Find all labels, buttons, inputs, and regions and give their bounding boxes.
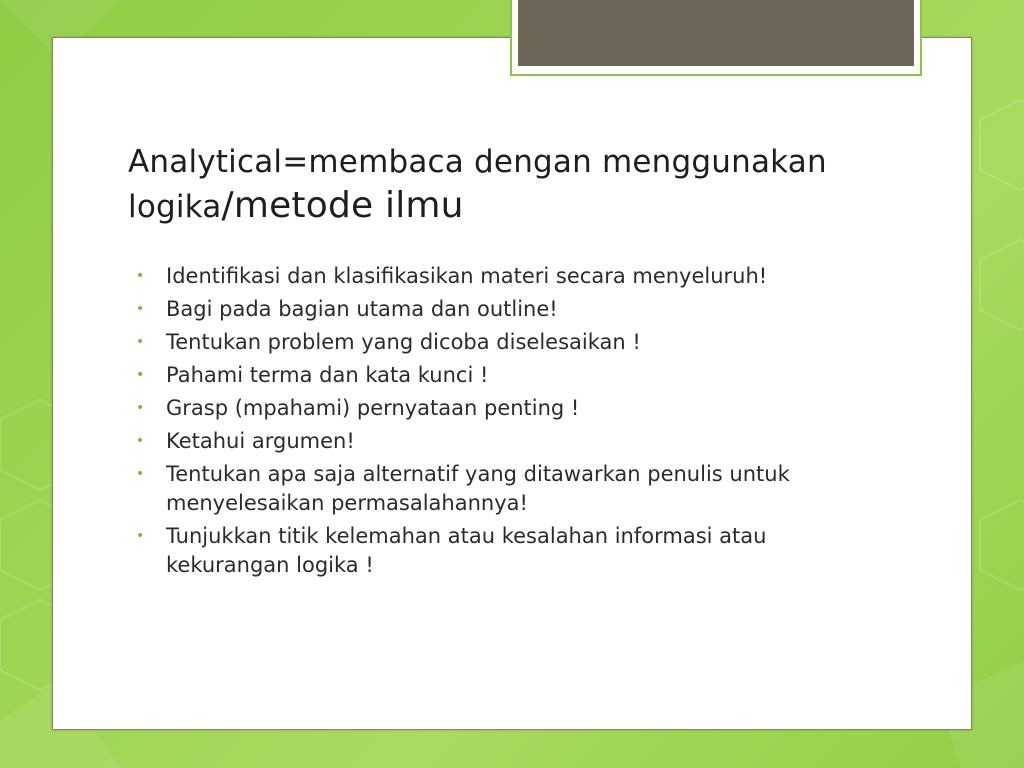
list-item [128, 522, 888, 580]
slide-title [128, 140, 948, 229]
list-item-text: Bagi pada bagian utama dan outline! [166, 297, 558, 321]
bullet-dot-icon: • [136, 400, 145, 416]
bullet-dot-icon: • [136, 334, 145, 350]
slide-title-main: Analytical=membaca dengan menggunakan logika [128, 144, 827, 225]
bullet-dot-icon: • [136, 528, 145, 544]
list-item-text: Ketahui argumen! [166, 429, 355, 453]
list-item [128, 295, 888, 324]
list-item-text: Identifikasi dan klasifikasikan materi secara menyeluruh! [166, 264, 768, 288]
list-item-text: Pahami terma dan kata kunci ! [166, 363, 489, 387]
list-item [128, 328, 888, 357]
bullet-dot-icon: • [136, 433, 145, 449]
bullet-dot-icon: • [136, 268, 145, 284]
list-item [128, 460, 888, 518]
list-item-text: Grasp (mpahami) pernyataan penting ! [166, 396, 580, 420]
list-item [128, 262, 888, 291]
list-item [128, 427, 888, 456]
list-item [128, 394, 888, 423]
title-accent-block [518, 0, 914, 66]
list-item-text: Tentukan apa saja alternatif yang ditawarkan penulis untuk menyelesaikan permasalahannya! [166, 462, 790, 515]
list-item-text: Tentukan problem yang dicoba diselesaikan ! [166, 330, 641, 354]
bullet-dot-icon: • [136, 367, 145, 383]
bullet-list [128, 262, 888, 584]
list-item [128, 361, 888, 390]
bullet-dot-icon: • [136, 466, 145, 482]
slide-title-emphasis: /metode ilmu [221, 185, 464, 226]
bullet-dot-icon: • [136, 301, 145, 317]
list-item-text: Tunjukkan titik kelemahan atau kesalahan informasi atau kekurangan logika ! [166, 524, 767, 577]
